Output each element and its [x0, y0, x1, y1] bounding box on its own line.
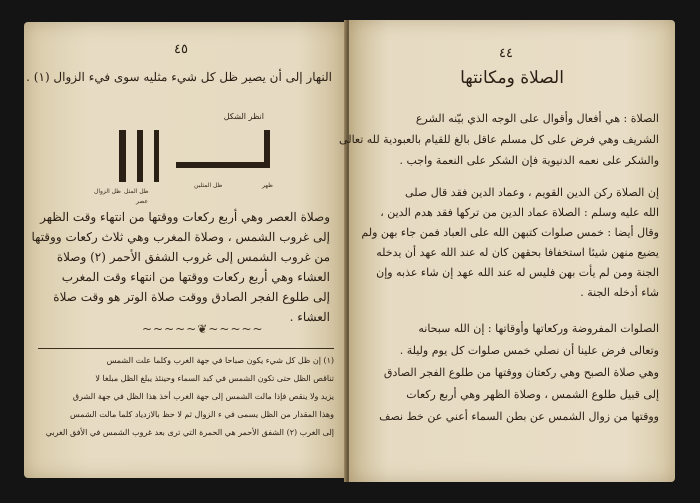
text-line: الله عليه وسلم : الصلاة عماد الدين من تركها فقد هدم الدين ، [380, 206, 659, 219]
text-line: من غروب الشمس إلى غروب الشفق الأحمر (٢) وصلاة [56, 250, 330, 264]
figure-caption: انظر الشكل [223, 112, 264, 121]
figure-label: ظل الزوال [94, 188, 121, 195]
text-line: وقال أيضا : خمس صلوات كتبهن الله على العباد فمن جاء بهن ولم [361, 226, 659, 239]
footnote-rule [38, 348, 334, 349]
text-line: الصلاة : هي أفعال وأقوال على الوجه الذي بيّنه الشرع [415, 112, 659, 125]
footnote-line: يزيد ولا ينقص فإذا مالت الشمس إلى جهة الغرب أخذ هذا الظل في جهة الشرق [72, 392, 334, 401]
text-line: وهي صلاة الصبح وهي ركعتان ووقتها من طلوع الفجر الصادق [383, 366, 659, 379]
text-line: العشاء . [289, 310, 330, 324]
ornament-divider: ~~~~~❦~~~~~ [142, 322, 264, 336]
figure-label: ظهر [262, 182, 273, 189]
page-number: ٤٤ [499, 46, 513, 61]
text-line: النهار إلى أن يصير ظل كل شيء مثليه سوى فيء الزوال (١) . [26, 70, 332, 84]
footnote-line: وهذا المقدار من الظل يسمى في ء الزوال ثم لا حظ بالازدياد كلما مالت الشمس [70, 410, 334, 419]
text-line: إلى طلوع الفجر الصادق ووقت صلاة الوتر هو وقت صلاة [53, 290, 330, 304]
section-heading-line: الصلوات المفروضة وركعاتها وأوقاتها : إن الله سبحانه [418, 322, 659, 335]
page-title: الصلاة ومكانتها [460, 68, 564, 88]
figure-label: عصر [136, 198, 149, 205]
text-line: الشريف وهي فرض على كل مسلم عاقل بالغ للقيام بالعبودية لله تعالى [339, 133, 659, 146]
text-line: ووقتها من زوال الشمس عن بطن السماء أعني عن خط نصف [379, 410, 659, 423]
right-page [339, 20, 675, 482]
footnote-line: تناقص الظل حتى تكون الشمس في كبد السماء وحينئذ يبلغ الظل مبلغا لا [95, 374, 334, 383]
text-line: شاء أدخله الجنة . [580, 286, 659, 299]
left-page [24, 22, 346, 478]
shadow-bar [137, 130, 143, 182]
shadow-bar [119, 130, 126, 182]
footnote-line: إلى الغرب (٢) الشفق الأحمر هي الحمرة التي ترى بعد غروب الشمس في الأفق الغربي [45, 428, 334, 437]
text-line: يضيع منهن شيئا استخفافا بحقهن كان له عند الله عهد أن يدخله [376, 246, 659, 259]
shadow-bar [176, 162, 270, 168]
text-line: العشاء وهي أربع ركعات ووقتها من انتهاء وقت المغرب [61, 270, 330, 284]
text-line: والشكر على نعمه الدنيوية فإن الشكر على النعمة واجب . [399, 154, 659, 167]
text-line: الجنة ومن لم يأت بهن فليس له عند الله عهد إن شاء عذبه وإن [376, 266, 659, 279]
figure-label: ظل المثل [124, 188, 149, 195]
shadow-bar [154, 130, 159, 182]
shadow-bar [264, 130, 270, 166]
text-line: إلى قبيل طلوع الشمس ، وصلاة الظهر وهي أربع ركعات [406, 388, 659, 401]
text-line: إلى غروب الشمس ، وصلاة المغرب وهي ثلاث ركعات ووقتها [31, 230, 330, 244]
footnote-line: (١) إن ظل كل شيء يكون صباحا في جهة الغرب وكلما علت الشمس [106, 356, 334, 365]
figure-label: ظل المثلين [194, 182, 223, 189]
text-line: إن الصلاة ركن الدين القويم ، وعماد الدين فقد قال صلى [405, 186, 659, 199]
page-number: ٤٥ [174, 42, 188, 57]
text-line: وتعالى فرض علينا أن نصلي خمس صلوات كل يوم وليلة . [399, 344, 659, 357]
text-line: وصلاة العصر وهي أربع ركعات ووقتها من انتهاء وقت الظهر [40, 210, 330, 224]
